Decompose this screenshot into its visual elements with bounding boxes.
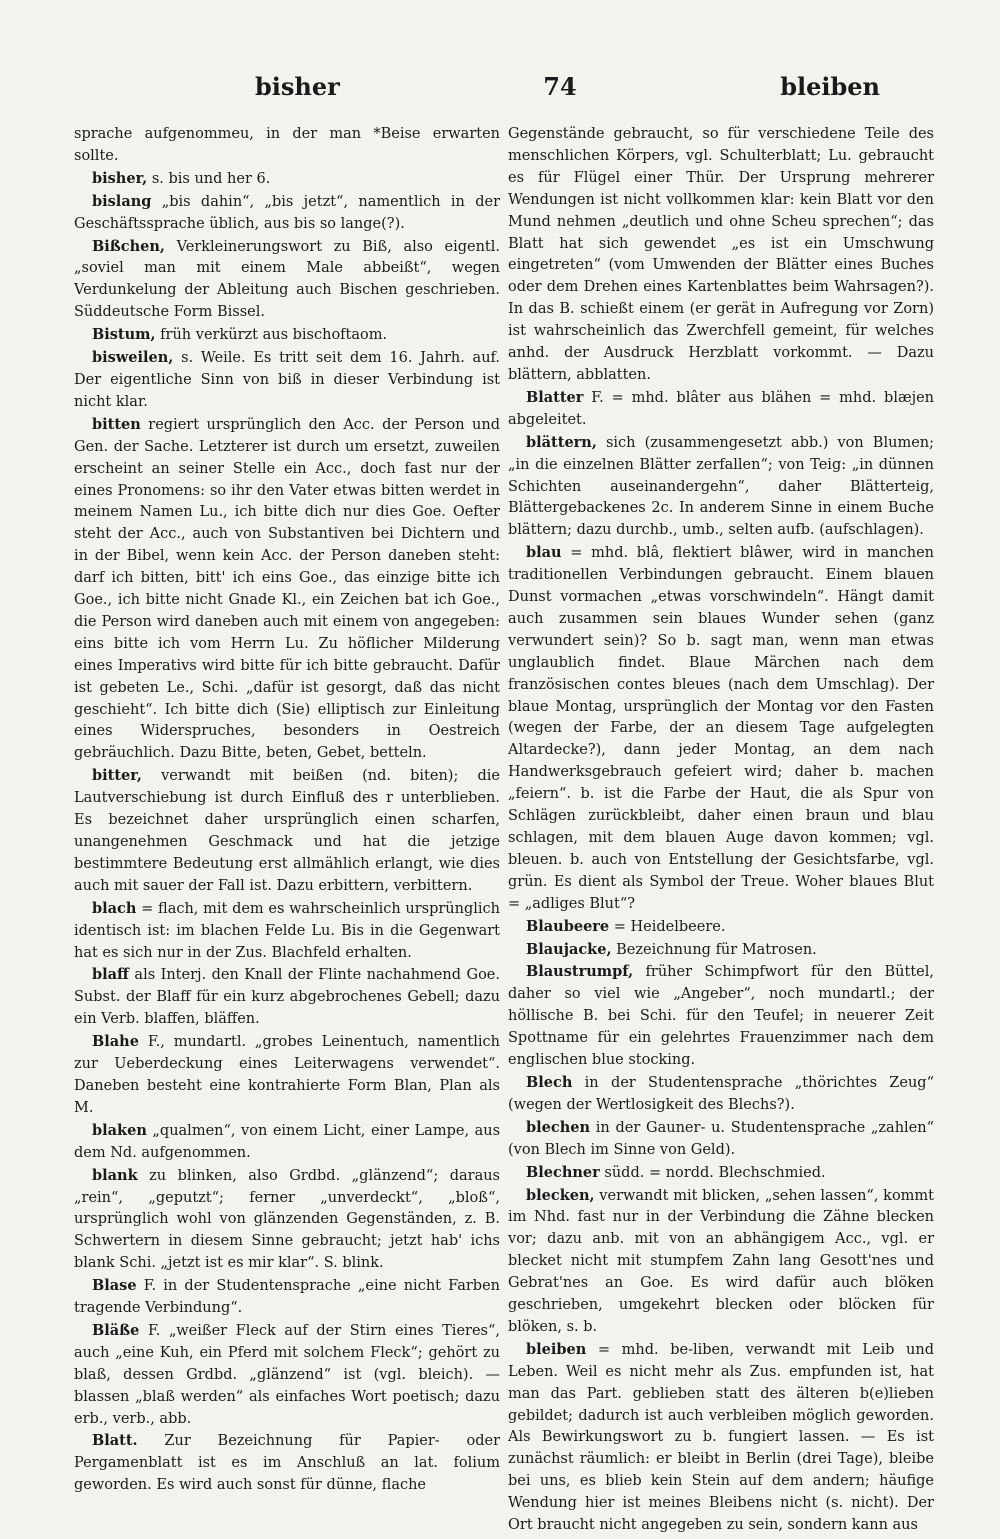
entry-text: = flach, mit dem es wahrscheinlich ursprünglich identisch ist: im blachen Felde Lu. Bis in die Gegenwart hat es sich nur in der Zus. Blachfeld erhalten. — [74, 900, 500, 961]
dictionary-entry — [74, 765, 500, 897]
entry-text: F. „weißer Fleck auf der Stirn eines Tieres“, auch „eine Kuh, ein Pferd mit solchem Fleck“; gehört zu blaß, dessen Grdbd. „glänzend“ ist (vgl. bleich). — blassen „blaß werden“ als einfaches Wort poetisch; dazu erb., verb., abb. — [74, 1322, 500, 1427]
entry-text: verwandt mit beißen (nd. biten); die Lautverschiebung ist durch Einfluß des r unterblieben. Es bezeichnet daher ursprünglich einen scharfen, unangenehmen Geschmack und hat die jetzige bestimmtere Bedeutung erst allmählich erlangt, wie dies auch mit sauer der Fall ist. Dazu erbittern, verbittern. — [74, 768, 501, 894]
dictionary-entry — [74, 414, 500, 766]
dictionary-entry — [508, 124, 934, 387]
entry-headword: Blaubeere — [526, 917, 610, 935]
dictionary-entry — [508, 542, 934, 915]
entry-text: = mhd. blâ, flektiert blâwer, wird in manchen traditionellen Verbindungen gebraucht. Einem blauen Dunst vormachen „etwas vorschwindeln“. Hängt damit auch zusammen sein blaues Wunder sehen (ganz verwundert sein)? So b. sagt man, wenn man etwas unglaublich findet. Blaue Märchen nach dem französischen contes bleues (nach dem Umschlag). Der blaue Montag, ursprünglich der Montag vor den Fasten (wegen der Farbe, der an diesem Tage aufgelegten Altardecke?), dann jeder Montag, an dem nach Handwerksgebrauch gefeiert wird; daher b. machen „feiern“. b. ist die Farbe der Haut, die als Spur von Schlägen zurückbleibt, daher einen braun und blau schlagen, mit dem blauen Auge davon kommen; vgl. bleuen. b. auch von Entstellung der Gesichtsfarbe, vgl. grün. Es dient als Symbol der Treue. Woher blaues Blut = „adliges Blut“? — [508, 545, 935, 912]
dictionary-entry — [74, 168, 500, 191]
dictionary-entry — [74, 236, 500, 325]
dictionary-entry — [508, 1185, 934, 1339]
entry-headword: blecken, — [526, 1186, 595, 1204]
dictionary-entry — [508, 1339, 934, 1537]
dictionary-entry — [508, 387, 934, 432]
dictionary-entry — [74, 898, 500, 965]
dictionary-entry — [74, 1430, 500, 1497]
left-column — [74, 124, 500, 1497]
dictionary-entry — [508, 1072, 934, 1117]
entry-text: F. = mhd. blâter aus blähen = mhd. blæjen abgeleitet. — [508, 389, 934, 428]
dictionary-entry — [508, 1162, 934, 1185]
entry-headword: Blaustrumpf, — [526, 963, 634, 981]
dictionary-entry — [508, 961, 934, 1072]
entry-headword: Blech — [526, 1073, 573, 1091]
dictionary-entry — [74, 347, 500, 414]
entry-text: = mhd. be-liben, verwandt mit Leib und Leben. Weil es nicht mehr als Zus. empfunden ist, hat man das Part. geblieben statt des älteren b(e)lieben gebildet; dadurch ist auch verbleiben möglich geworden. Als Bewirkungswort zu b. fungiert lassen. — Es ist zunächst räumlich: er bleibt in Berlin (drei Tage), bleibe bei uns, es blieb kein Stein auf dem andern; häufige Wendung hier ist meines Bleibens nicht (s. nicht). Der Ort braucht nicht angegeben zu sein, sondern kann aus — [508, 1341, 934, 1534]
dictionary-entry — [508, 939, 934, 962]
entry-headword: Blaujacke, — [526, 940, 612, 958]
page-number: 74 — [543, 72, 577, 101]
entry-headword: Blechner — [526, 1163, 600, 1181]
entry-headword: Bistum, — [92, 326, 156, 344]
entry-headword: blaken — [92, 1121, 147, 1139]
entry-headword: bisher, — [92, 169, 148, 187]
dictionary-entry — [74, 1320, 500, 1431]
dictionary-entry — [74, 1275, 500, 1320]
entry-headword: blaff — [92, 966, 129, 984]
entry-headword: blank — [92, 1166, 138, 1184]
entry-headword: Blase — [92, 1277, 137, 1295]
entry-text: früher Schimpfwort für den Büttel, daher so viel wie „Angeber“, noch mundartl.; der höllische B. bei Schi. für den Teufel; in neuerer Zeit Spottname für ein gelehrtes Frauenzimmer nach dem englischen blue stocking. — [508, 964, 935, 1069]
entry-text: als Interj. den Knall der Flinte nachahmend Goe. Subst. der Blaff für ein kurz abgebrochenes Gebell; dazu ein Verb. blaffen, bläffen. — [74, 967, 500, 1028]
entry-headword: Blatter — [526, 388, 584, 406]
entry-text: Verkleinerungswort zu Biß, also eigentl. „soviel man mit einem Male abbeißt“, wegen Verdunkelung der Ableitung auch Bischen geschrieben. Süddeutsche Form Bissel. — [74, 238, 501, 321]
dictionary-entry — [74, 1031, 500, 1120]
left-guide-word: bisher — [255, 72, 340, 101]
entry-text: zu blinken, also Grdbd. „glänzend“; daraus „rein“, „geputzt“; ferner „unverdeckt“, „bloß“, ursprünglich wohl von glänzenden Gegenständen, z. B. Schwertern in diesem Sinne gebraucht; jetzt hab' ichs blank Schi. „jetzt ist es mir klar“. S. blink. — [74, 1167, 500, 1272]
entry-text: „qualmen“, von einem Licht, einer Lampe, aus dem Nd. aufgenommen. — [74, 1122, 501, 1161]
entry-headword: blechen — [526, 1118, 591, 1136]
entry-text: s. Weile. Es tritt seit dem 16. Jahrh. auf. Der eigentliche Sinn von biß in dieser Verbindung ist nicht klar. — [74, 350, 500, 410]
right-guide-word: bleiben — [780, 72, 880, 101]
entry-text: in der Gauner- u. Studentensprache „zahlen“ (von Blech im Sinne von Geld). — [508, 1119, 935, 1158]
entry-text: sich (zusammengesetzt abb.) von Blumen; „in die einzelnen Blätter zerfallen“; von Teig: „in dünnen Schichten auseinandergehn“, daher Blätterteig, Blättergebackenes 2c. In anderem Sinne in einem Buche blättern; dazu durchb., umb., selten aufb. (aufschlagen). — [508, 434, 934, 539]
entry-text: verwandt mit blicken, „sehen lassen“, kommt im Nhd. fast nur in der Verbindung die Zähne blecken vor; dazu anb. mit von an abhängigem Acc., vgl. er blecket nicht mit stumpfem Zahn lang Gesott'nes und Gebrat'nes an Goe. Es wird dafür auch blöken geschrieben, umgekehrt blecken oder blöcken für blöken, s. b. — [508, 1187, 935, 1335]
dictionary-entry — [74, 1165, 500, 1276]
dictionary-entry — [74, 964, 500, 1031]
entry-headword: blach — [92, 899, 137, 917]
right-column — [508, 124, 934, 1537]
entry-text: regiert ursprünglich den Acc. der Person und Gen. der Sache. Letzterer ist durch um ersetzt, zuweilen erscheint an seiner Stelle ein Acc., doch fast nur der eines Pronomens: so ihr den Vater etwas bitten werdet in meinem Namen Lu., ich bitte dich nur dies Goe. Oefter steht der Acc., auch von Substantiven bei Dichtern und in der Bibel, wenn kein Acc. der Person daneben steht: darf ich bitten, bitt' ich eins Goe., das einzige bitte ich Goe., ich bitte nicht Gnade Kl., ein Zeichen bat ich Goe., die Person wird daneben auch mit einem von angegeben: eins bitte ich vom Herrn Lu. Zu höflicher Milderung eines Imperativs wird bitte für ich bitte gebraucht. Dafür ist gebeten Le., Schi. „dafür ist gesorgt, daß das nicht geschieht“. Ich bitte dich (Sie) elliptisch zur Einleitung eines Widerspruches, besonders in Oestreich gebräuchlich. Dazu Bitte, beten, Gebet, betteln. — [74, 416, 500, 762]
entry-headword: bleiben — [526, 1340, 587, 1358]
entry-headword: bislang — [92, 192, 152, 210]
entry-text: F., mundartl. „grobes Leinentuch, namentlich zur Ueberdeckung eines Leiterwagens verwendet“. Daneben besteht eine kontrahierte Form Blan, Plan als M. — [74, 1034, 500, 1116]
entry-headword: bisweilen, — [92, 349, 174, 367]
entry-text: südd. = nordd. Blechschmied. — [604, 1164, 826, 1181]
dictionary-entry — [508, 432, 934, 543]
entry-headword: bitter, — [92, 767, 142, 785]
dictionary-entry — [508, 1117, 934, 1162]
entry-text: = Heidelbeere. — [613, 918, 726, 935]
entry-text: Bezeichnung für Matrosen. — [616, 941, 817, 958]
entry-text: s. bis und her 6. — [151, 170, 271, 187]
dictionary-entry — [74, 1120, 500, 1165]
entry-text: Zur Bezeichnung für Papier- oder Pergamenblatt ist es im Anschluß an lat. folium geworden. Es wird auch sonst für dünne, flache — [74, 1433, 500, 1494]
dictionary-entry — [508, 916, 934, 939]
entry-text: früh verkürzt aus bischoftaom. — [160, 327, 388, 344]
entry-text: F. in der Studentensprache „eine nicht Farben tragende Verbindung“. — [74, 1278, 500, 1317]
entry-headword: Blatt. — [92, 1432, 138, 1450]
entry-headword: blau — [526, 544, 562, 562]
entry-text: „bis dahin“, „bis jetzt“, namentlich in der Geschäftssprache üblich, aus bis so lange(?). — [74, 193, 501, 232]
entry-headword: Bißchen, — [92, 237, 165, 255]
entry-text: in der Studentensprache „thörichtes Zeug“ (wegen der Wertlosigkeit des Blechs?). — [508, 1074, 934, 1113]
entry-text: Gegenstände gebraucht, so für verschiedene Teile des menschlichen Körpers, vgl. Schulterblatt; Lu. gebraucht es für Flügel einer Thür. Der Ursprung mehrerer Wendungen ist nicht vollkommen klar: kein Blatt vor den Mund nehmen „deutlich und ohne Scheu sprechen“; das Blatt hat sich gewendet „es ist ein Umschwung eingetreten“ (vom Umwenden der Blätter eines Buches oder dem Drehen eines Kartenblattes beim Wahrsagen?). In das B. schießt einem (er gerät in Aufregung vor Zorn) ist wahrscheinlich das Zwerchfell gemeint, für welches anhd. der Ausdruck Herzblatt vorkommt. — Dazu blättern, abblatten. — [508, 126, 934, 383]
entry-headword: Bläße — [92, 1321, 140, 1339]
entry-headword: blättern, — [526, 433, 597, 451]
entry-headword: bitten — [92, 415, 141, 433]
dictionary-entry — [74, 191, 500, 236]
entry-text: sprache aufgenommeu, in der man *Beise erwarten sollte. — [74, 126, 500, 164]
dictionary-entry — [74, 124, 500, 168]
entry-headword: Blahe — [92, 1033, 139, 1051]
dictionary-entry — [74, 324, 500, 347]
running-header — [70, 72, 930, 112]
